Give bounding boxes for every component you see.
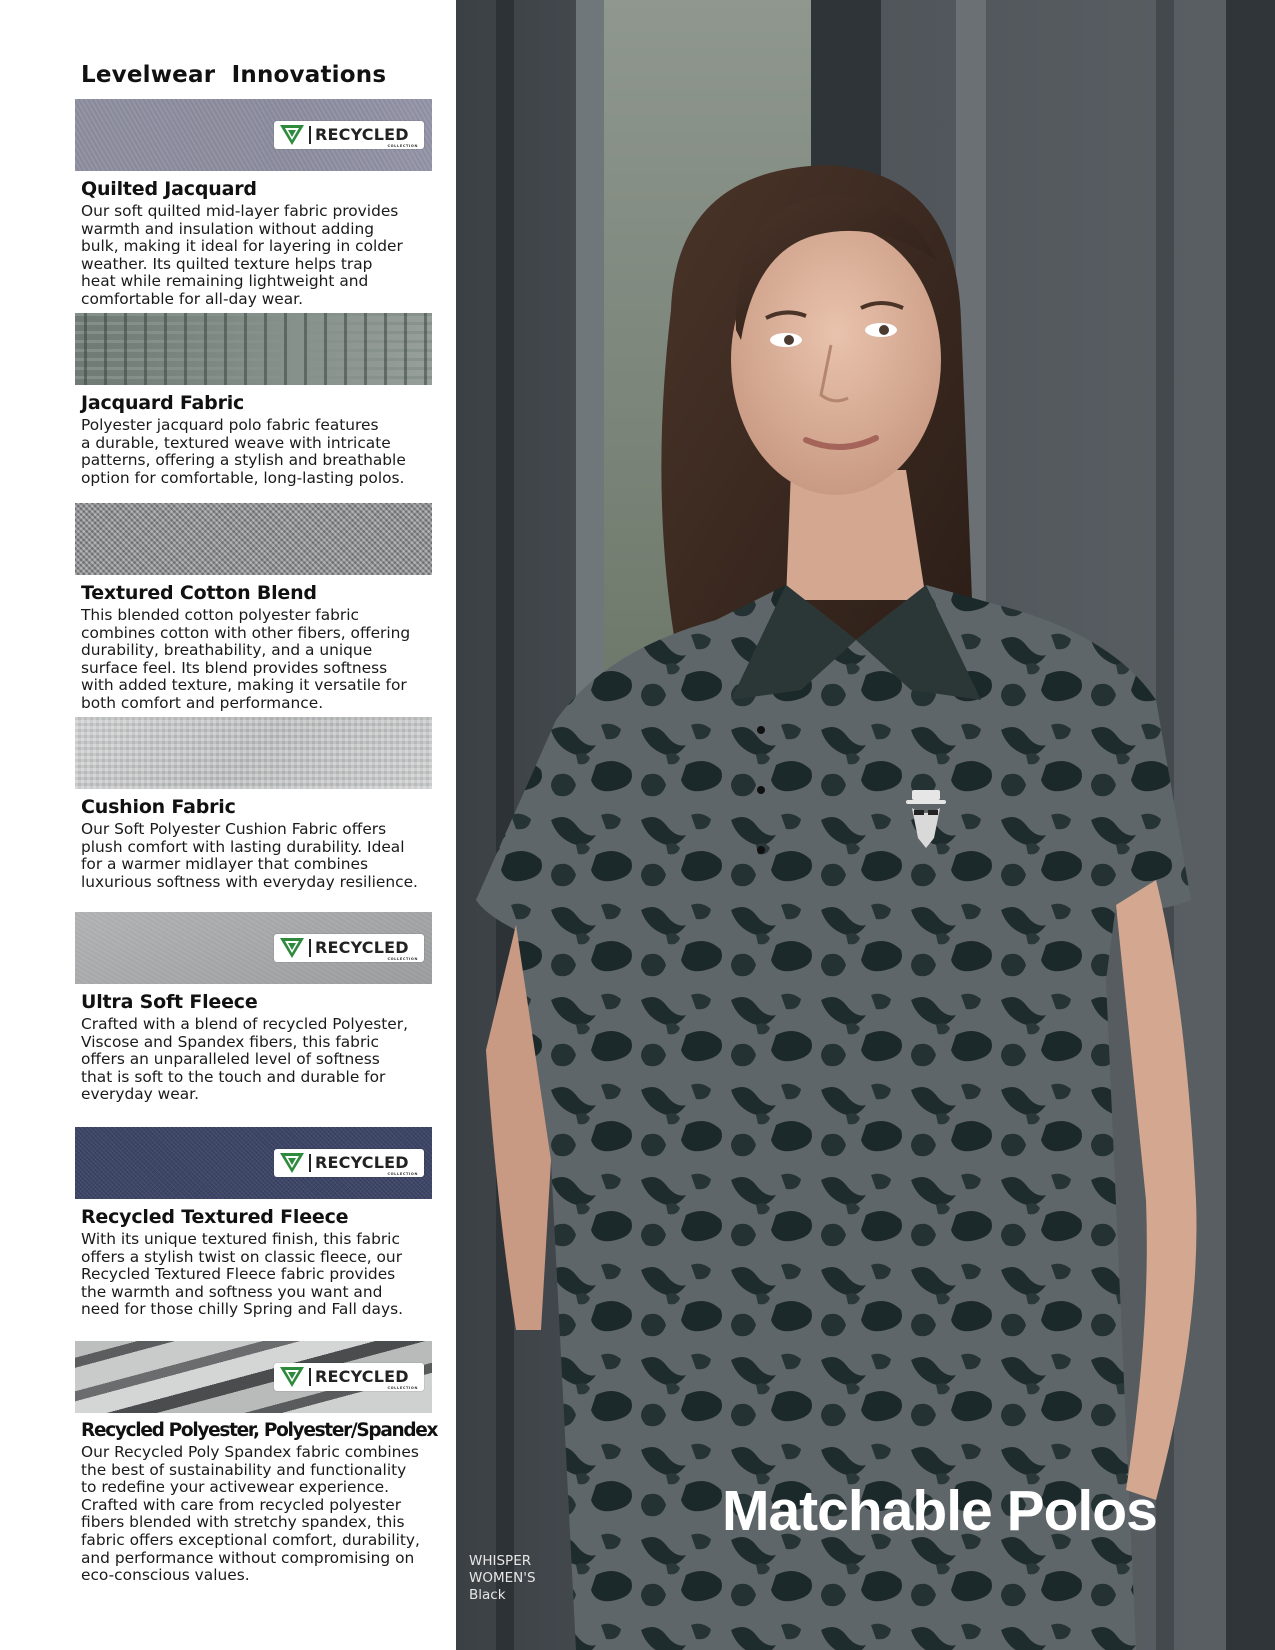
fabric-description: Crafted with a blend of recycled Polyester, Viscose and Spandex fibers, this fabric offers an unparalleled level of softness that is soft to the touch and durable for everyday wear. <box>81 1015 408 1104</box>
fabric-description: This blended cotton polyester fabric combines cotton with other fibers, offering durability, breathability, and a unique surface feel. Its blend provides softness with added texture, making it versatile for both comfort and performance. <box>81 606 411 712</box>
fabric-card-cushion-fabric <box>75 717 432 891</box>
fabric-swatch <box>75 503 432 575</box>
fabric-description: Our Soft Polyester Cushion Fabric offers plush comfort with lasting durability. Ideal for a warmer midlayer that combines luxurious softness with everyday resilience. <box>81 820 418 891</box>
fabric-swatch <box>75 1341 432 1413</box>
fabric-swatch <box>75 1127 432 1199</box>
badge-sublabel: COLLECTION <box>387 144 418 148</box>
fabric-name: Ultra Soft Fleece <box>81 991 258 1013</box>
caption-color: Black <box>469 1587 506 1603</box>
fabric-card-ultra-soft-fleece <box>75 912 432 1104</box>
fabric-description: With its unique textured finish, this fabric offers a stylish twist on classic fleece, our Recycled Textured Fleece fabric provides the warmth and softness you want and need for those chilly Spring and Fall days. <box>81 1230 403 1319</box>
badge-sublabel: COLLECTION <box>387 1386 418 1390</box>
badge-label: RECYCLED <box>315 938 409 957</box>
fabric-description: Our Recycled Poly Spandex fabric combines the best of sustainability and functionality to redefine your activewear experience. Crafted with care from recycled polyester fibers blended with stretchy spandex, this fabric offers exceptional comfort, durability, and performance without compromising on eco-conscious values. <box>81 1443 420 1585</box>
recycled-logo-icon <box>279 1366 305 1388</box>
fabric-card-jacquard-fabric <box>75 313 432 487</box>
recycled-logo-icon <box>279 937 305 959</box>
fabric-name: Quilted Jacquard <box>81 178 257 200</box>
recycled-badge <box>274 1149 424 1177</box>
fabric-swatch <box>75 99 432 171</box>
recycled-badge <box>274 121 424 149</box>
badge-sublabel: COLLECTION <box>387 957 418 961</box>
fabric-name: Recycled Polyester, Polyester/Spandex <box>81 1420 438 1441</box>
badge-divider <box>309 1368 311 1386</box>
fabric-card-quilted-jacquard <box>75 99 432 309</box>
badge-divider <box>309 939 311 957</box>
hero-title: Matchable Polos <box>722 1479 1157 1543</box>
recycled-logo-icon <box>279 1152 305 1174</box>
fabric-description: Polyester jacquard polo fabric features a durable, textured weave with intricate patterns, offering a stylish and breathable option for comfortable, long-lasting polos. <box>81 416 406 487</box>
fabric-name: Recycled Textured Fleece <box>81 1206 349 1228</box>
fabric-swatch <box>75 717 432 789</box>
badge-divider <box>309 1154 311 1172</box>
recycled-logo-icon <box>279 124 305 146</box>
fabric-card-textured-cotton-blend <box>75 503 432 713</box>
fabric-swatch <box>75 313 432 385</box>
badge-sublabel: COLLECTION <box>387 1172 418 1176</box>
fabric-card-recycled-textured-fleece <box>75 1127 432 1319</box>
badge-label: RECYCLED <box>315 1367 409 1386</box>
caption-style-name: WHISPER <box>469 1553 532 1569</box>
recycled-badge <box>274 1363 424 1391</box>
section-title: Levelwear Innovations <box>81 62 387 88</box>
badge-label: RECYCLED <box>315 125 409 144</box>
badge-divider <box>309 126 311 144</box>
fabric-card-recycled-polyester-spandex <box>75 1341 438 1585</box>
fabric-name: Cushion Fabric <box>81 796 236 818</box>
caption-gender: WOMEN'S <box>469 1570 536 1586</box>
fabric-name: Jacquard Fabric <box>81 392 245 414</box>
product-caption <box>469 1553 536 1604</box>
model-photo-illustration <box>456 0 1275 1650</box>
fabric-swatch <box>75 912 432 984</box>
badge-label: RECYCLED <box>315 1153 409 1172</box>
fabric-description: Our soft quilted mid-layer fabric provides warmth and insulation without adding bulk, making it ideal for layering in colder weather. Its quilted texture helps trap heat while remaining lightweight and comfortable for all-day wear. <box>81 202 403 308</box>
fabric-name: Textured Cotton Blend <box>81 582 317 604</box>
fabric-innovations-panel <box>0 0 456 1650</box>
recycled-badge <box>274 934 424 962</box>
hero-photo <box>456 0 1275 1650</box>
